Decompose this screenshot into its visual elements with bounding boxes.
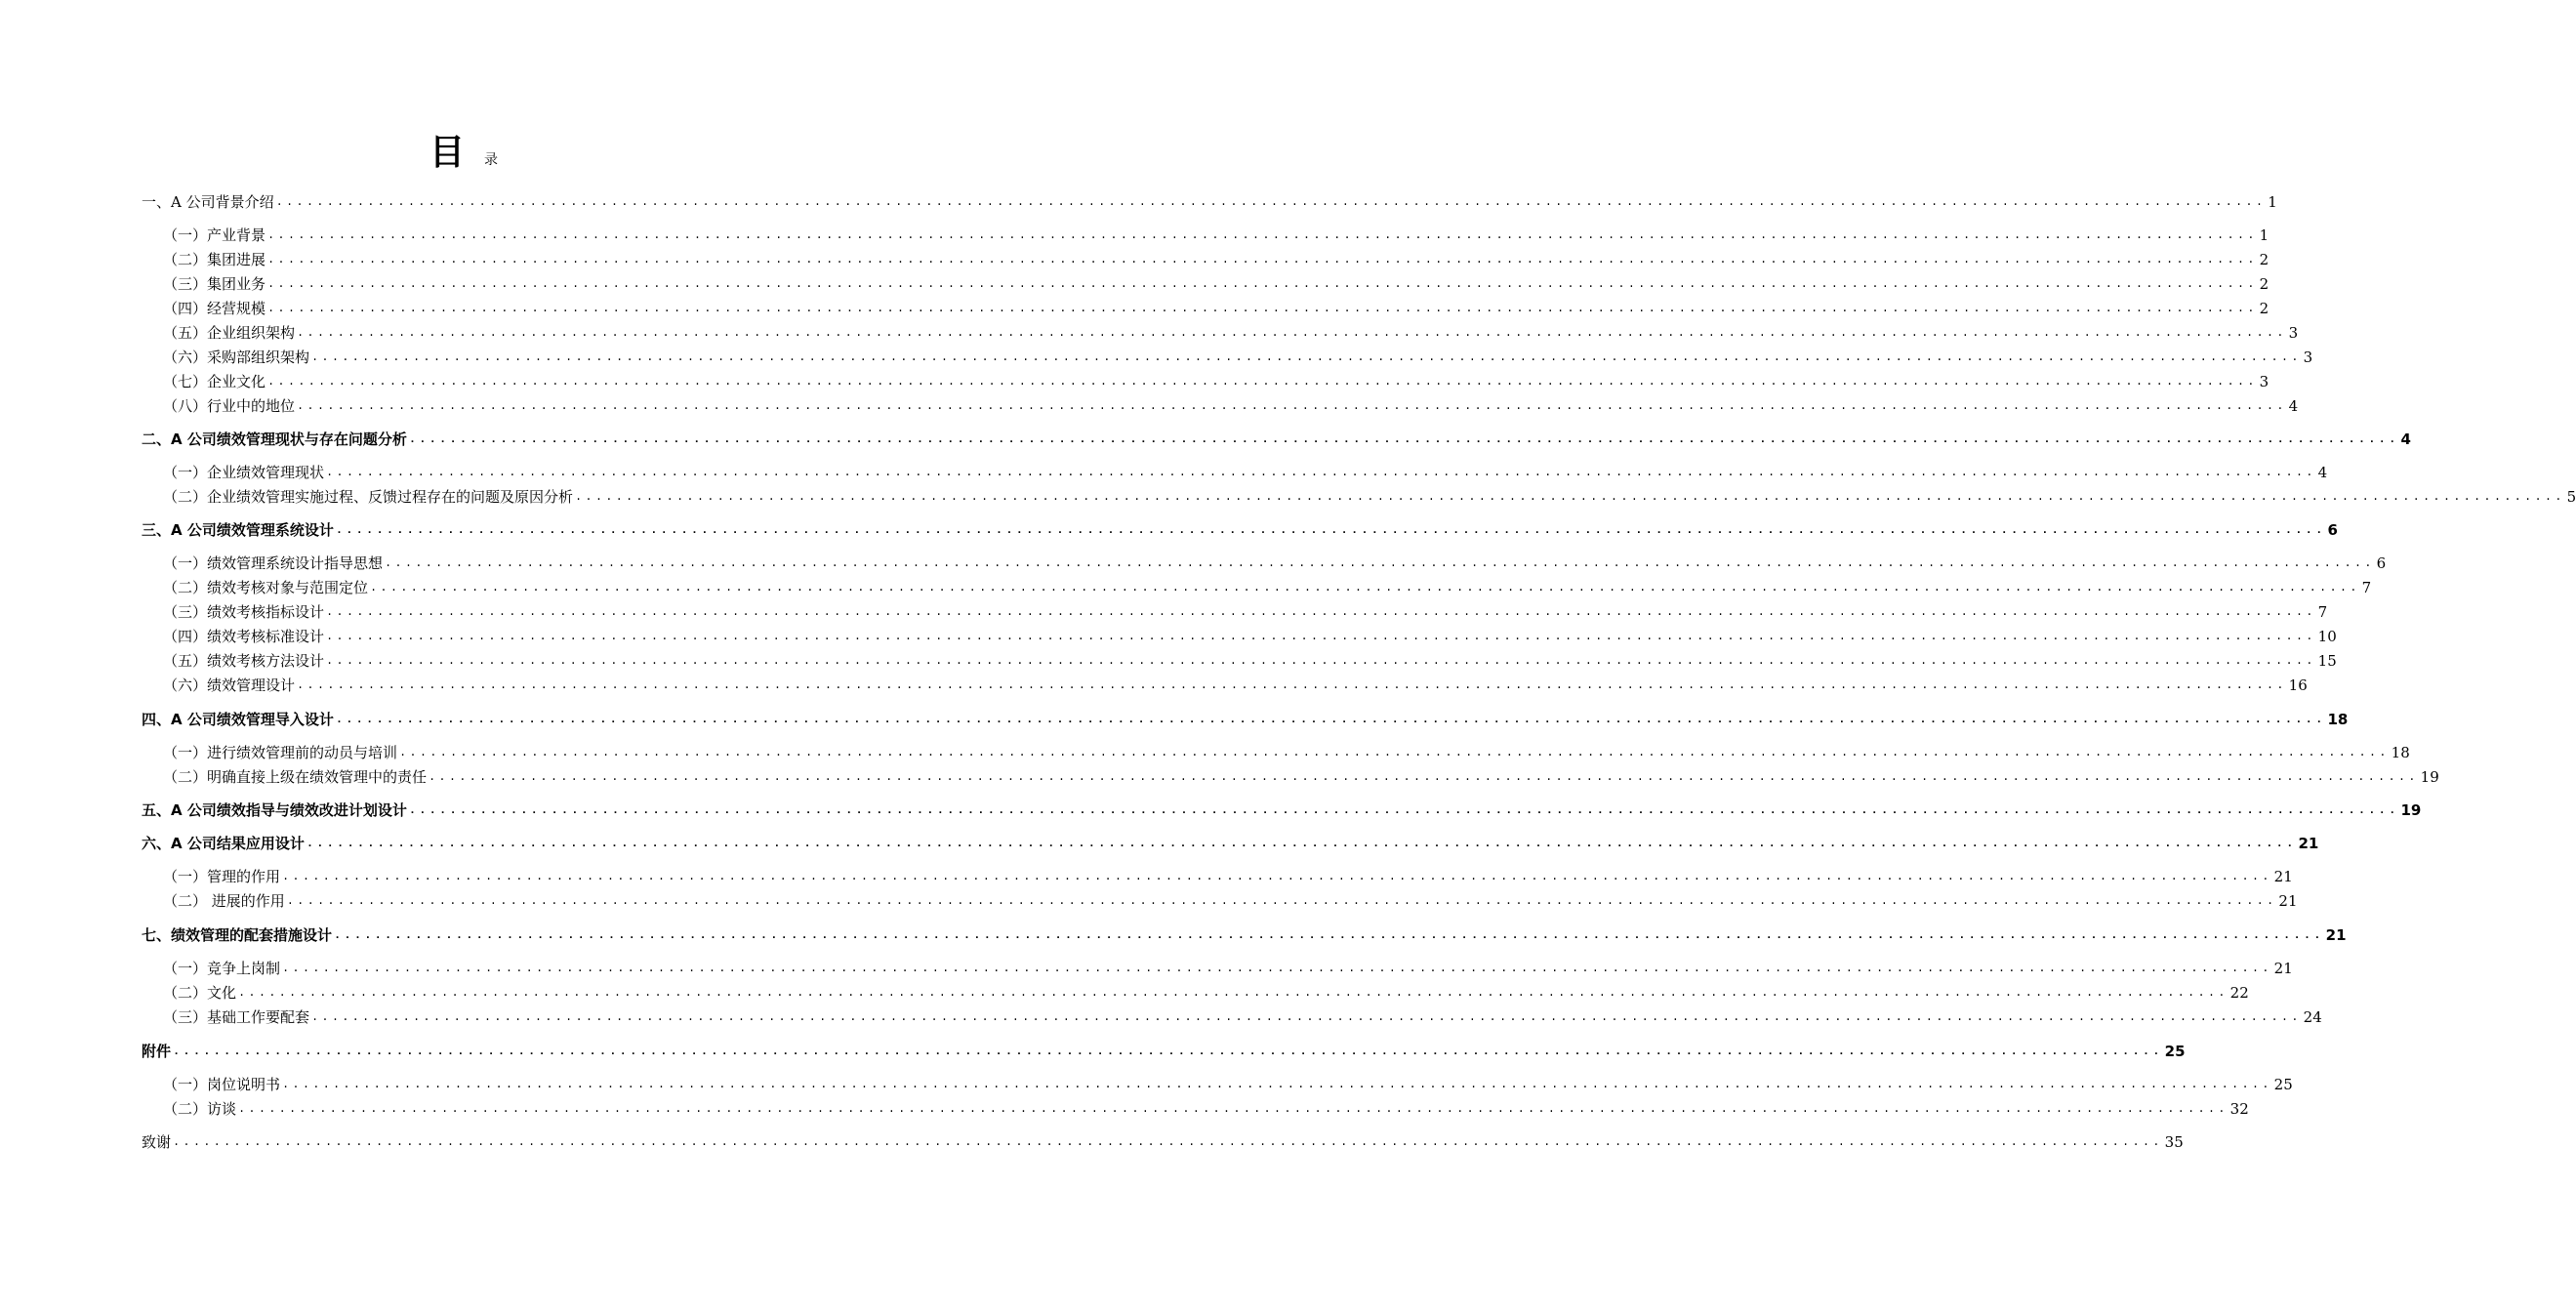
toc-page-number: 19 — [2420, 768, 2439, 786]
toc-entry[interactable] — [163, 271, 2269, 295]
toc-entry-title: （二）明确直接上级在绩效管理中的责任 — [163, 768, 428, 786]
toc-page-number: 4 — [2317, 464, 2328, 481]
toc-entry-title: （二）文化 — [163, 984, 237, 1002]
toc-entry[interactable] — [163, 223, 2269, 246]
toc-leader-dots: .................................................................................................................................................................................................... — [173, 1045, 2163, 1058]
toc-page-number: 4 — [2288, 397, 2299, 415]
toc-entry-title: 六、A 公司结果应用设计 — [142, 835, 305, 852]
toc-entry-title: （五）企业组织架构 — [163, 324, 296, 342]
title-char-small: 录 — [484, 152, 498, 168]
toc-page-number: 15 — [2317, 652, 2337, 670]
toc-entry-title: （五）绩效考核方法设计 — [163, 652, 325, 670]
toc-leader-dots: .................................................................................................................................................................................................... — [267, 375, 2258, 389]
toc-page-number: 3 — [2288, 324, 2299, 342]
toc-page-number: 3 — [2259, 373, 2269, 390]
toc-entry-title: （一）产业背景 — [163, 226, 266, 244]
toc-entry[interactable] — [163, 764, 2439, 788]
toc-leader-dots: .................................................................................................................................................................................................... — [429, 770, 2419, 784]
toc-entry[interactable] — [142, 922, 2347, 946]
toc-page-number: 22 — [2229, 984, 2249, 1002]
toc-leader-dots: .................................................................................................................................................................................................... — [297, 678, 2287, 692]
toc-entry-title: （二）访谈 — [163, 1100, 237, 1118]
toc-leader-dots: .................................................................................................................................................................................................... — [286, 894, 2277, 908]
toc-entry-title: （一）竞争上岗制 — [163, 960, 281, 977]
toc-entry[interactable] — [163, 740, 2410, 763]
toc-entry-title: （一）绩效管理系统设计指导思想 — [163, 554, 384, 572]
toc-leader-dots: .................................................................................................................................................................................................... — [326, 630, 2316, 643]
toc-page-number: 25 — [2273, 1076, 2293, 1093]
toc-entry[interactable] — [142, 1129, 2184, 1153]
toc-entry[interactable] — [163, 1004, 2322, 1028]
toc-entry-title: （二）集团进展 — [163, 251, 266, 268]
toc-entry-title: （一）管理的作用 — [163, 868, 281, 885]
toc-entry[interactable] — [163, 1072, 2293, 1095]
toc-entry-title: （三）基础工作要配套 — [163, 1008, 310, 1026]
toc-entry[interactable] — [163, 345, 2313, 368]
toc-page-number: 2 — [2259, 251, 2269, 268]
toc-page-number: 18 — [2327, 711, 2349, 728]
page-title — [0, 125, 927, 175]
toc-entry[interactable] — [163, 864, 2293, 887]
toc-leader-dots: .................................................................................................................................................................................................... — [173, 1135, 2163, 1149]
toc-entry-title: 一、A 公司背景介绍 — [142, 193, 274, 211]
toc-entry[interactable] — [163, 575, 2372, 598]
toc-page-number: 3 — [2303, 348, 2313, 366]
toc-leader-dots: .................................................................................................................................................................................................... — [326, 466, 2316, 479]
toc-entry-title: （一）企业绩效管理现状 — [163, 464, 325, 481]
toc-leader-dots: .................................................................................................................................................................................................... — [311, 1010, 2302, 1024]
toc-leader-dots: .................................................................................................................................................................................................... — [408, 432, 2399, 446]
toc-page-number: 2 — [2259, 275, 2269, 293]
toc-leader-dots: .................................................................................................................................................................................................... — [326, 605, 2316, 619]
toc-leader-dots: .................................................................................................................................................................................................... — [326, 654, 2316, 668]
toc-entry-title: （六）绩效管理设计 — [163, 676, 296, 694]
toc-entry-title: （四）绩效考核标准设计 — [163, 628, 325, 645]
toc-leader-dots: .................................................................................................................................................................................................... — [399, 746, 2390, 759]
toc-leader-dots: .................................................................................................................................................................................................... — [297, 399, 2287, 413]
toc-entry-title: （三）绩效考核指标设计 — [163, 603, 325, 621]
toc-entry[interactable] — [163, 624, 2337, 647]
toc-entry[interactable] — [163, 369, 2269, 392]
toc-leader-dots: .................................................................................................................................................................................................... — [275, 195, 2267, 209]
toc-entry-title: （二）企业绩效管理实施过程、反馈过程存在的问题及原因分析 — [163, 488, 574, 506]
title-char-big: 目 — [429, 133, 465, 173]
toc-leader-dots: .................................................................................................................................................................................................... — [267, 302, 2258, 315]
toc-entry-title: （七）企业文化 — [163, 373, 266, 390]
toc-page-number: 4 — [2400, 430, 2411, 448]
toc-page-number: 21 — [2273, 960, 2293, 977]
toc-entry-title: （一）进行绩效管理前的动员与培训 — [163, 744, 398, 761]
toc-page-number: 21 — [2273, 868, 2293, 885]
toc-leader-dots: .................................................................................................................................................................................................... — [297, 326, 2287, 340]
toc-page-number: 35 — [2164, 1133, 2184, 1151]
toc-leader-dots: .................................................................................................................................................................................................... — [282, 870, 2272, 883]
toc-entry[interactable] — [163, 1096, 2249, 1120]
toc-page-number: 21 — [2298, 835, 2319, 852]
toc-page-number: 18 — [2391, 744, 2410, 761]
toc-entry-title: 附件 — [142, 1043, 172, 1060]
toc-page-number: 5 — [2566, 488, 2576, 506]
toc-page-number: 16 — [2288, 676, 2308, 694]
toc-entry-title: （三）集团业务 — [163, 275, 266, 293]
toc-entry[interactable] — [163, 648, 2337, 672]
toc-leader-dots: .................................................................................................................................................................................................... — [408, 803, 2399, 817]
toc-leader-dots: .................................................................................................................................................................................................... — [267, 253, 2258, 266]
toc-entry-title: 五、A 公司绩效指导与绩效改进计划设计 — [142, 801, 407, 819]
toc-entry-title: （一）岗位说明书 — [163, 1076, 281, 1093]
toc-page-number: 21 — [2325, 926, 2347, 944]
toc-page-number: 6 — [2327, 521, 2338, 539]
toc-leader-dots: .................................................................................................................................................................................................... — [238, 986, 2228, 1000]
toc-page-number: 7 — [2361, 579, 2372, 596]
toc-leader-dots: .................................................................................................................................................................................................... — [282, 962, 2272, 975]
toc-entry-title: （八）行业中的地位 — [163, 397, 296, 415]
toc-page-number: 2 — [2259, 300, 2269, 317]
toc-page-number: 24 — [2303, 1008, 2322, 1026]
toc-leader-dots: .................................................................................................................................................................................................... — [282, 1078, 2272, 1091]
toc-entry[interactable] — [142, 427, 2411, 450]
toc-leader-dots: .................................................................................................................................................................................................... — [335, 523, 2326, 537]
toc-leader-dots: .................................................................................................................................................................................................... — [306, 837, 2297, 850]
toc-page-number: 6 — [2376, 554, 2387, 572]
toc-entry-title: （二）绩效考核对象与范围定位 — [163, 579, 369, 596]
toc-leader-dots: .................................................................................................................................................................................................... — [385, 556, 2375, 570]
toc-page-number: 19 — [2400, 801, 2422, 819]
toc-entry[interactable] — [142, 798, 2422, 821]
toc-page-number: 1 — [2259, 226, 2269, 244]
toc-entry-title: 致谢 — [142, 1133, 172, 1151]
toc-leader-dots: .................................................................................................................................................................................................... — [311, 350, 2302, 364]
toc-entry-title: 二、A 公司绩效管理现状与存在问题分析 — [142, 430, 407, 448]
toc-page-number: 7 — [2317, 603, 2328, 621]
toc-entry-title: 七、绩效管理的配套措施设计 — [142, 926, 333, 944]
toc-entry-title: 四、A 公司绩效管理导入设计 — [142, 711, 334, 728]
toc-entry-title: （四）经营规模 — [163, 300, 266, 317]
toc-leader-dots: .................................................................................................................................................................................................... — [370, 581, 2360, 594]
toc-entry[interactable] — [163, 296, 2269, 319]
toc-leader-dots: .................................................................................................................................................................................................... — [575, 490, 2565, 504]
toc-entry[interactable] — [163, 460, 2328, 483]
toc-entry[interactable] — [142, 707, 2349, 730]
toc-leader-dots: .................................................................................................................................................................................................... — [238, 1102, 2228, 1116]
toc-entry[interactable] — [163, 956, 2293, 979]
toc-entry-title: （二） 进展的作用 — [163, 892, 285, 910]
toc-entry[interactable] — [163, 673, 2308, 696]
toc-leader-dots: .................................................................................................................................................................................................... — [335, 713, 2326, 726]
toc-entry[interactable] — [163, 980, 2249, 1004]
toc-page-number: 21 — [2278, 892, 2298, 910]
toc-entry[interactable] — [142, 517, 2338, 541]
toc-leader-dots: .................................................................................................................................................................................................... — [267, 277, 2258, 291]
toc-entry-title: （六）采购部组织架构 — [163, 348, 310, 366]
toc-entry[interactable] — [163, 484, 2576, 508]
toc-page-number: 10 — [2317, 628, 2337, 645]
toc-entry[interactable] — [163, 551, 2387, 574]
toc-page-number: 32 — [2229, 1100, 2249, 1118]
toc-entry[interactable] — [142, 189, 2277, 213]
toc-entry[interactable] — [163, 599, 2328, 623]
toc-entry[interactable] — [163, 320, 2299, 344]
toc-page-number: 25 — [2164, 1043, 2186, 1060]
toc-leader-dots: .................................................................................................................................................................................................... — [334, 928, 2324, 942]
toc-entry[interactable] — [163, 393, 2299, 417]
toc-entry[interactable] — [142, 831, 2319, 854]
toc-entry[interactable] — [142, 1039, 2186, 1062]
toc-page-number: 1 — [2268, 193, 2277, 211]
toc-entry[interactable] — [163, 247, 2269, 270]
toc-entry[interactable] — [163, 888, 2298, 912]
toc-leader-dots: .................................................................................................................................................................................................... — [267, 228, 2258, 242]
toc-entry-title: 三、A 公司绩效管理系统设计 — [142, 521, 334, 539]
